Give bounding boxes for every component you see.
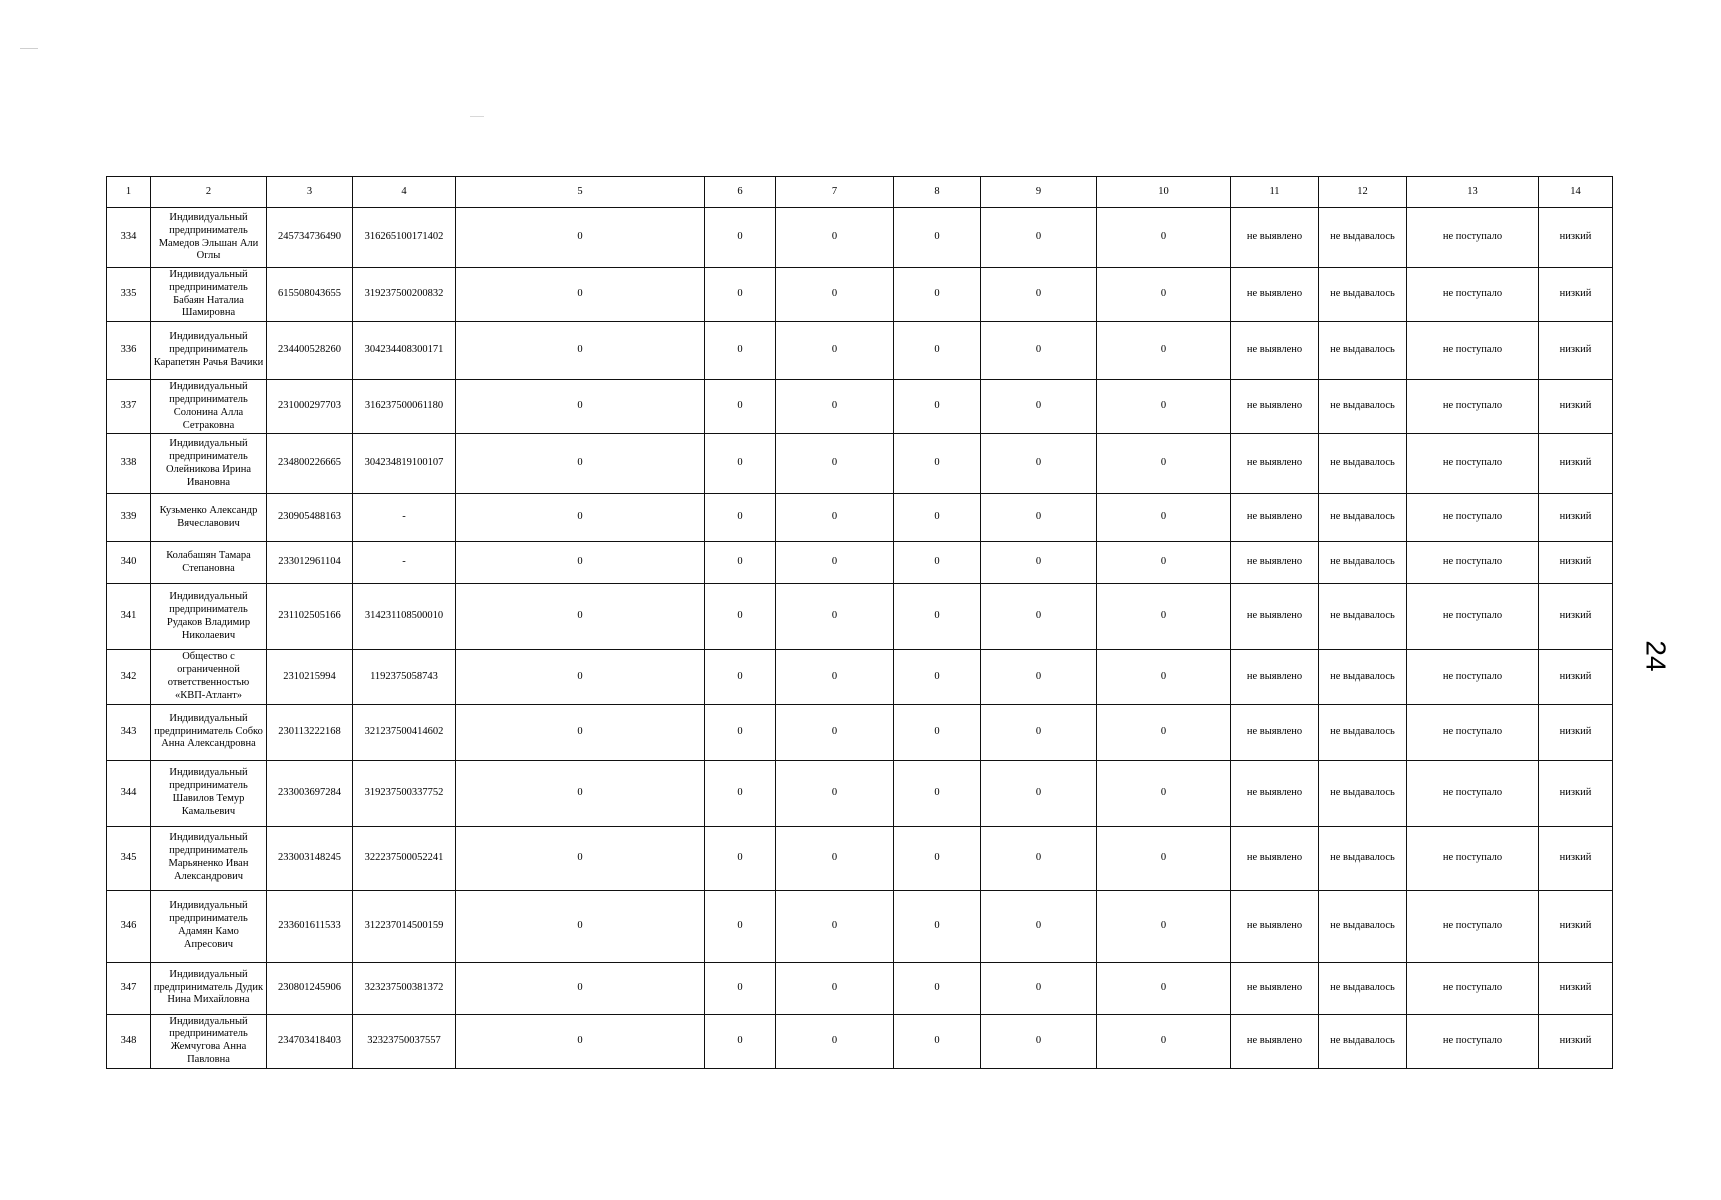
orders-status-cell: не выдавалось [1319,826,1407,890]
col-9-cell: 0 [981,494,1097,542]
table-row [107,542,1613,584]
ogrn-cell: 316237500061180 [353,380,456,434]
column-number-header: 12 [1319,177,1407,208]
risk-level-cell: низкий [1539,268,1613,322]
col-7-cell: 0 [776,542,894,584]
orders-status-cell: не выдавалось [1319,380,1407,434]
col-10-cell: 0 [1097,434,1231,494]
violations-status-cell: не выявлено [1231,704,1319,760]
col-6-cell: 0 [705,962,776,1014]
row-number-cell: 334 [107,208,151,268]
registry-table [106,176,1613,1069]
col-8-cell: 0 [894,962,981,1014]
ogrn-cell: - [353,494,456,542]
col-9-cell: 0 [981,1014,1097,1068]
col-8-cell: 0 [894,584,981,650]
table-row [107,434,1613,494]
complaints-status-cell: не поступало [1407,208,1539,268]
col-9-cell: 0 [981,650,1097,704]
orders-status-cell: не выдавалось [1319,268,1407,322]
col-6-cell: 0 [705,584,776,650]
ogrn-cell: 316265100171402 [353,208,456,268]
registry-table-body [107,177,1613,1069]
risk-level-cell: низкий [1539,890,1613,962]
inn-cell: 230801245906 [267,962,353,1014]
inn-cell: 233012961104 [267,542,353,584]
orders-status-cell: не выдавалось [1319,584,1407,650]
col-9-cell: 0 [981,760,1097,826]
col-5-cell: 0 [456,268,705,322]
col-9-cell: 0 [981,826,1097,890]
col-8-cell: 0 [894,760,981,826]
table-row [107,208,1613,268]
ogrn-cell: 319237500337752 [353,760,456,826]
col-8-cell: 0 [894,208,981,268]
col-5-cell: 0 [456,584,705,650]
inn-cell: 2310215994 [267,650,353,704]
col-8-cell: 0 [894,434,981,494]
inn-cell: 233003697284 [267,760,353,826]
table-row [107,268,1613,322]
col-8-cell: 0 [894,1014,981,1068]
entity-name-cell: Индивидуальный предприниматель Жемчугова Анна Павловна [151,1014,267,1068]
complaints-status-cell: не поступало [1407,962,1539,1014]
col-9-cell: 0 [981,268,1097,322]
col-6-cell: 0 [705,542,776,584]
table-header-row [107,177,1613,208]
col-6-cell: 0 [705,494,776,542]
column-number-header: 4 [353,177,456,208]
risk-level-cell: низкий [1539,650,1613,704]
table-row [107,380,1613,434]
col-7-cell: 0 [776,760,894,826]
risk-level-cell: низкий [1539,962,1613,1014]
column-number-header: 9 [981,177,1097,208]
ogrn-cell: 312237014500159 [353,890,456,962]
risk-level-cell: низкий [1539,322,1613,380]
entity-name-cell: Колабашян Тамара Степановна [151,542,267,584]
table-row [107,826,1613,890]
col-5-cell: 0 [456,322,705,380]
column-number-header: 6 [705,177,776,208]
col-5-cell: 0 [456,962,705,1014]
complaints-status-cell: не поступало [1407,494,1539,542]
column-number-header: 10 [1097,177,1231,208]
col-7-cell: 0 [776,494,894,542]
complaints-status-cell: не поступало [1407,542,1539,584]
col-10-cell: 0 [1097,962,1231,1014]
inn-cell: 231102505166 [267,584,353,650]
violations-status-cell: не выявлено [1231,494,1319,542]
row-number-cell: 348 [107,1014,151,1068]
violations-status-cell: не выявлено [1231,268,1319,322]
risk-level-cell: низкий [1539,494,1613,542]
orders-status-cell: не выдавалось [1319,434,1407,494]
col-7-cell: 0 [776,650,894,704]
complaints-status-cell: не поступало [1407,760,1539,826]
inn-cell: 233003148245 [267,826,353,890]
violations-status-cell: не выявлено [1231,434,1319,494]
column-number-header: 3 [267,177,353,208]
page-number: 24 [1640,640,1672,672]
col-10-cell: 0 [1097,208,1231,268]
col-9-cell: 0 [981,962,1097,1014]
table-row [107,494,1613,542]
violations-status-cell: не выявлено [1231,542,1319,584]
col-5-cell: 0 [456,208,705,268]
col-7-cell: 0 [776,704,894,760]
row-number-cell: 338 [107,434,151,494]
violations-status-cell: не выявлено [1231,1014,1319,1068]
ogrn-cell: 321237500414602 [353,704,456,760]
complaints-status-cell: не поступало [1407,704,1539,760]
column-number-header: 8 [894,177,981,208]
entity-name-cell: Кузьменко Александр Вячеславович [151,494,267,542]
entity-name-cell: Индивидуальный предприниматель Солонина Алла Сетраковна [151,380,267,434]
ogrn-cell: 314231108500010 [353,584,456,650]
col-5-cell: 0 [456,1014,705,1068]
row-number-cell: 344 [107,760,151,826]
col-6-cell: 0 [705,826,776,890]
col-5-cell: 0 [456,890,705,962]
complaints-status-cell: не поступало [1407,1014,1539,1068]
col-10-cell: 0 [1097,760,1231,826]
col-7-cell: 0 [776,890,894,962]
table-row [107,1014,1613,1068]
inn-cell: 234800226665 [267,434,353,494]
col-5-cell: 0 [456,650,705,704]
table-row [107,584,1613,650]
col-9-cell: 0 [981,380,1097,434]
col-7-cell: 0 [776,962,894,1014]
orders-status-cell: не выдавалось [1319,704,1407,760]
scan-artifact-line [20,48,38,49]
column-number-header: 13 [1407,177,1539,208]
column-number-header: 7 [776,177,894,208]
col-5-cell: 0 [456,542,705,584]
complaints-status-cell: не поступало [1407,584,1539,650]
entity-name-cell: Индивидуальный предприниматель Мамедов Эльшан Али Оглы [151,208,267,268]
risk-level-cell: низкий [1539,584,1613,650]
column-number-header: 2 [151,177,267,208]
violations-status-cell: не выявлено [1231,890,1319,962]
col-9-cell: 0 [981,704,1097,760]
col-5-cell: 0 [456,704,705,760]
inn-cell: 615508043655 [267,268,353,322]
row-number-cell: 347 [107,962,151,1014]
col-7-cell: 0 [776,268,894,322]
col-7-cell: 0 [776,584,894,650]
col-8-cell: 0 [894,650,981,704]
col-8-cell: 0 [894,380,981,434]
ogrn-cell: 319237500200832 [353,268,456,322]
col-6-cell: 0 [705,434,776,494]
col-9-cell: 0 [981,890,1097,962]
orders-status-cell: не выдавалось [1319,890,1407,962]
col-10-cell: 0 [1097,542,1231,584]
violations-status-cell: не выявлено [1231,760,1319,826]
row-number-cell: 340 [107,542,151,584]
row-number-cell: 343 [107,704,151,760]
col-5-cell: 0 [456,380,705,434]
orders-status-cell: не выдавалось [1319,962,1407,1014]
table-row [107,704,1613,760]
inn-cell: 245734736490 [267,208,353,268]
ogrn-cell: 323237500381372 [353,962,456,1014]
col-7-cell: 0 [776,1014,894,1068]
col-8-cell: 0 [894,704,981,760]
orders-status-cell: не выдавалось [1319,208,1407,268]
col-10-cell: 0 [1097,322,1231,380]
inn-cell: 234400528260 [267,322,353,380]
entity-name-cell: Индивидуальный предприниматель Дудик Нина Михайловна [151,962,267,1014]
ogrn-cell: 322237500052241 [353,826,456,890]
violations-status-cell: не выявлено [1231,650,1319,704]
col-7-cell: 0 [776,380,894,434]
risk-level-cell: низкий [1539,826,1613,890]
table-row [107,322,1613,380]
col-8-cell: 0 [894,322,981,380]
violations-status-cell: не выявлено [1231,962,1319,1014]
col-10-cell: 0 [1097,890,1231,962]
inn-cell: 231000297703 [267,380,353,434]
ogrn-cell: 1192375058743 [353,650,456,704]
col-8-cell: 0 [894,268,981,322]
row-number-cell: 346 [107,890,151,962]
col-8-cell: 0 [894,890,981,962]
column-number-header: 11 [1231,177,1319,208]
risk-level-cell: низкий [1539,434,1613,494]
row-number-cell: 337 [107,380,151,434]
entity-name-cell: Общество с ограниченной ответственностью «КВП-Атлант» [151,650,267,704]
col-6-cell: 0 [705,1014,776,1068]
table-row [107,760,1613,826]
col-9-cell: 0 [981,322,1097,380]
row-number-cell: 336 [107,322,151,380]
entity-name-cell: Индивидуальный предприниматель Шавилов Темур Камальевич [151,760,267,826]
complaints-status-cell: не поступало [1407,650,1539,704]
col-5-cell: 0 [456,760,705,826]
row-number-cell: 335 [107,268,151,322]
inn-cell: 234703418403 [267,1014,353,1068]
orders-status-cell: не выдавалось [1319,650,1407,704]
table-row [107,650,1613,704]
col-10-cell: 0 [1097,494,1231,542]
col-7-cell: 0 [776,826,894,890]
col-10-cell: 0 [1097,380,1231,434]
ogrn-cell: - [353,542,456,584]
violations-status-cell: не выявлено [1231,584,1319,650]
violations-status-cell: не выявлено [1231,826,1319,890]
table-row [107,890,1613,962]
entity-name-cell: Индивидуальный предприниматель Собко Анна Александровна [151,704,267,760]
entity-name-cell: Индивидуальный предприниматель Олейникова Ирина Ивановна [151,434,267,494]
col-10-cell: 0 [1097,650,1231,704]
column-number-header: 1 [107,177,151,208]
orders-status-cell: не выдавалось [1319,322,1407,380]
orders-status-cell: не выдавалось [1319,760,1407,826]
risk-level-cell: низкий [1539,760,1613,826]
violations-status-cell: не выявлено [1231,322,1319,380]
col-6-cell: 0 [705,704,776,760]
col-5-cell: 0 [456,494,705,542]
col-6-cell: 0 [705,322,776,380]
complaints-status-cell: не поступало [1407,268,1539,322]
row-number-cell: 341 [107,584,151,650]
complaints-status-cell: не поступало [1407,890,1539,962]
ogrn-cell: 304234408300171 [353,322,456,380]
col-6-cell: 0 [705,760,776,826]
col-8-cell: 0 [894,826,981,890]
col-10-cell: 0 [1097,1014,1231,1068]
col-10-cell: 0 [1097,584,1231,650]
col-9-cell: 0 [981,584,1097,650]
inn-cell: 230113222168 [267,704,353,760]
inn-cell: 233601611533 [267,890,353,962]
col-10-cell: 0 [1097,826,1231,890]
orders-status-cell: не выдавалось [1319,494,1407,542]
ogrn-cell: 32323750037557 [353,1014,456,1068]
entity-name-cell: Индивидуальный предприниматель Рудаков Владимир Николаевич [151,584,267,650]
column-number-header: 5 [456,177,705,208]
entity-name-cell: Индивидуальный предприниматель Марьяненко Иван Александрович [151,826,267,890]
scan-artifact-line [470,116,484,117]
col-5-cell: 0 [456,434,705,494]
violations-status-cell: не выявлено [1231,208,1319,268]
col-7-cell: 0 [776,434,894,494]
entity-name-cell: Индивидуальный предприниматель Адамян Камо Апресович [151,890,267,962]
row-number-cell: 345 [107,826,151,890]
col-6-cell: 0 [705,208,776,268]
complaints-status-cell: не поступало [1407,322,1539,380]
table-row [107,962,1613,1014]
entity-name-cell: Индивидуальный предприниматель Карапетян Рачья Вачики [151,322,267,380]
col-10-cell: 0 [1097,268,1231,322]
risk-level-cell: низкий [1539,208,1613,268]
risk-level-cell: низкий [1539,380,1613,434]
col-5-cell: 0 [456,826,705,890]
column-number-header: 14 [1539,177,1613,208]
col-8-cell: 0 [894,494,981,542]
col-9-cell: 0 [981,542,1097,584]
inn-cell: 230905488163 [267,494,353,542]
col-7-cell: 0 [776,208,894,268]
row-number-cell: 339 [107,494,151,542]
complaints-status-cell: не поступало [1407,434,1539,494]
risk-level-cell: низкий [1539,1014,1613,1068]
row-number-cell: 342 [107,650,151,704]
violations-status-cell: не выявлено [1231,380,1319,434]
col-7-cell: 0 [776,322,894,380]
complaints-status-cell: не поступало [1407,380,1539,434]
orders-status-cell: не выдавалось [1319,1014,1407,1068]
risk-level-cell: низкий [1539,542,1613,584]
complaints-status-cell: не поступало [1407,826,1539,890]
orders-status-cell: не выдавалось [1319,542,1407,584]
risk-level-cell: низкий [1539,704,1613,760]
col-6-cell: 0 [705,268,776,322]
col-8-cell: 0 [894,542,981,584]
col-6-cell: 0 [705,380,776,434]
ogrn-cell: 304234819100107 [353,434,456,494]
entity-name-cell: Индивидуальный предприниматель Бабаян Наталиа Шамировна [151,268,267,322]
col-6-cell: 0 [705,650,776,704]
col-9-cell: 0 [981,434,1097,494]
col-10-cell: 0 [1097,704,1231,760]
col-6-cell: 0 [705,890,776,962]
col-9-cell: 0 [981,208,1097,268]
